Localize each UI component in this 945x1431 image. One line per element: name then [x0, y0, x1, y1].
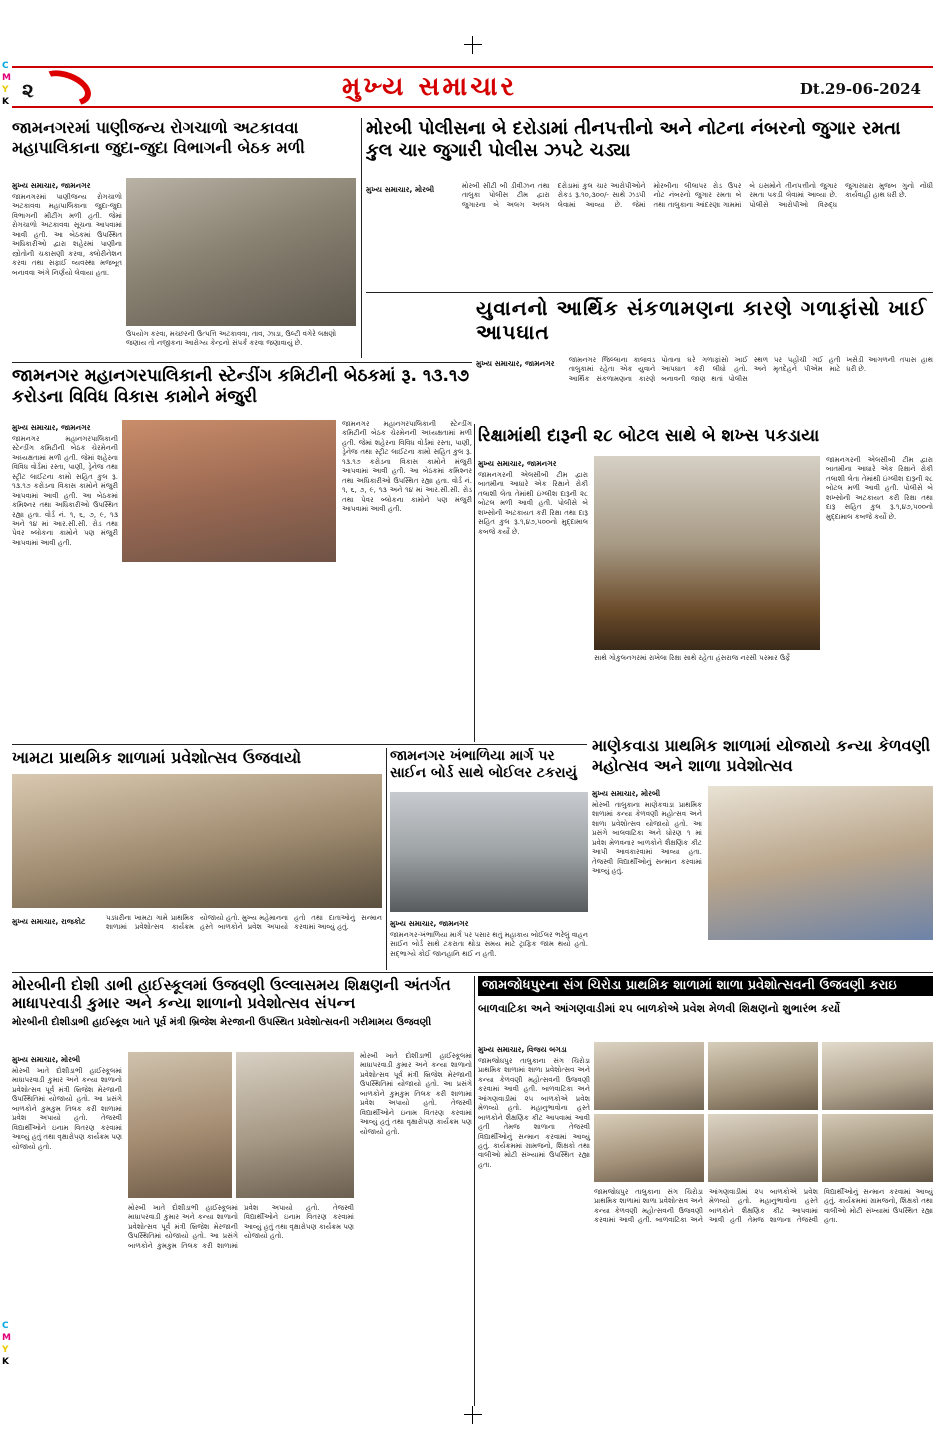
story-water-borne — [12, 118, 358, 358]
headline: જામજોધપુરના સંગ ચિરોડા પ્રાથમિક શાળામાં શાળા પ્રવેશોત્સવની ઉજવણી કરાઇ — [478, 976, 933, 996]
page-header — [12, 66, 933, 108]
story-column — [12, 914, 382, 933]
body-text: જામનગર જિલ્લાના કાલાવડ તાલુકામાં રહેતા એક યુવાને આર્થિક સંકળામણના કારણે પોતાના ઘરે ગળાફાંસો ખાઈ આપઘાત કરી લીધો હતો. બનાવની જાણ થતાં પોલીસ સ્થળ પર પહોંચી ગઈ હતી અને મૃતદેહને પીએમ માટે ખસેડી આગળની તપાસ હાથ ધરી છે. — [568, 356, 933, 383]
headline: જામનગરમાં પાણીજન્ય રોગચાળો અટકાવવા મહાપાલિકાના જુદા-જુદા વિભાગની બેઠક મળી — [12, 118, 305, 157]
photo-content — [822, 1114, 933, 1182]
headline: મોરબીની દોશી ડાભી હાઈસ્કૂલમાં ઉજવણી ઉલ્લાસમય શિક્ષણની અંતર્ગત માધાપરવાડી કુમાર અને કન્યા શાળાનો પ્રવેશોત્સવ સંપન્ન — [12, 976, 451, 1013]
jamjodhpur-photo-3 — [822, 1042, 933, 1110]
photo-content — [708, 1114, 818, 1182]
story-column — [478, 1042, 590, 1170]
photo-content — [594, 1042, 704, 1110]
masthead-title: મુખ્ય સમાચાર — [342, 72, 517, 102]
story-column-continued — [342, 420, 472, 514]
issue-date: Dt.29-06-2024 — [799, 80, 921, 98]
body-text: મોરબી તાલુકાના માણેકવાડા પ્રાથમિક શાળામાં કન્યા કેળવણી મહોત્સવ અને શાળા પ્રવેશોત્સવ યોજાયો હતો. આ પ્રસંગે બાલવાટિકા અને ધોરણ ૧ માં પ્રવેશ મેળવનાર બાળકોને શૈક્ષણિક કીટ આપી આવકારવામાં આવ્યા હતા. તેજસ્વી વિદ્યાર્થીઓનું સન્માન કરવામાં આવ્યું હતું. — [592, 801, 702, 876]
photo-content — [12, 774, 382, 908]
headline: જામનગર ખંભાળિયા માર્ગ પર સાઈન બોર્ડ સાથે બોઈલર ટકરાયું — [390, 748, 577, 782]
story-column — [12, 420, 118, 548]
story-morbi-police — [366, 118, 933, 288]
byline: મુખ્ય સમાચાર, જામનગર — [476, 359, 555, 368]
column-rule — [386, 748, 387, 970]
photo-content — [708, 786, 933, 940]
photo-caption: ઉપયોગ કરવા, મચ્છરની ઉત્પત્તિ અટકાવવા, તાવ, ઝાડા, ઉલ્ટી વગેરે લક્ષણો જણાય તો નજીકના આરોગ્ય કેન્દ્રનો સંપર્ક કરવા જણાવાયું છે. — [126, 330, 337, 348]
body-text-continued: જામનગર મહાનગરપાલિકાની સ્ટેન્ડીંગ કમિટીની બેઠક ચેરમેનની અધ્યક્ષતામાં મળી હતી. જેમાં શહેરના વિવિધ વોર્ડમાં રસ્તા, પાણી, ડ્રેનેજ તથા સ્ટ્રીટ લાઈટના કામો સહિત કુલ રૂ. ૧૩.૧૭ કરોડના વિકાસ કામોને મંજુરી આપવામાં આવી હતી. આ બેઠકમાં કમિશ્નર તથા અધિકારીઓ ઉપસ્થિત રહ્યા હતા. વોર્ડ નં. ૧, ૬, ૭, ૯, ૧૩ અને ૧૪ માં આર.સી.સી. રોડ તથા પેવર બ્લોકના કામોને પણ મંજુરી આપવામાં આવી હતી. — [342, 420, 472, 513]
story-morbi-dosi-school — [12, 976, 472, 1406]
story-rickshaw-liquor — [478, 426, 933, 734]
story-column-continued — [128, 1204, 354, 1251]
byline: મુખ્ય સમાચાર, રાજકોટ — [12, 917, 86, 926]
jamjodhpur-photo-6 — [822, 1114, 933, 1182]
dosi-school-photo-left — [128, 1052, 232, 1198]
photo-content — [594, 1114, 704, 1182]
story-manekwada-school — [592, 736, 933, 968]
photo-content — [390, 792, 588, 912]
headline: માણેકવાડા પ્રાથમિક શાળામાં યોજાયો કન્યા કેળવણી મહોત્સવ અને શાળા પ્રવેશોત્સવ — [592, 736, 931, 775]
story-column — [12, 1052, 122, 1152]
jamjodhpur-photo-2 — [708, 1042, 818, 1110]
registration-mark-bottom — [464, 1406, 482, 1424]
dosi-school-photo-right — [236, 1052, 354, 1198]
body-text: જામનગર-ખંભાળિયા માર્ગ પર પસાર થતું મહાકાય બોઈલર ભરેલું વાહન સાઈન બોર્ડ સાથે ટકરાતા થોડા સમય માટે ટ્રાફિક જામ થયો હતો. સદ્ભાગ્યે કોઈ જાનહાનિ થઈ ન હતી. — [390, 931, 588, 958]
photo-content — [128, 1052, 232, 1198]
photo-content — [122, 420, 336, 562]
section-rule — [366, 292, 933, 293]
seized-bottles-photo — [594, 456, 820, 650]
byline: મુખ્ય સમાચાર, મોરબી — [592, 789, 661, 798]
headline: મોરબી પોલીસના બે દરોડામાં તીનપત્તીનો અને નોટના નંબરનો જુગાર રમતા કુલ ચાર જુગારી પોલીસ ઝપટે ચડ્યા — [366, 118, 901, 161]
photo-content — [236, 1052, 354, 1198]
story-column — [366, 182, 933, 210]
byline: મુખ્ય સમાચાર, જામનગર — [390, 919, 469, 928]
body-text: મોરબી સીટી બી ડીવીઝન તથા તાલુકા પોલીસ ટીમ દ્વારા જુગારના બે અલગ અલગ દરોડામાં કુલ ચાર આરોપીઓને રોકડ રૂ.૧૦,૩૦૦/- સાથે ઝડપી લેવામાં આવ્યા છે. જેમાં મોરબીના લીલાપર રોડ ઉપર નોટ નંબરનો જુગાર રમતા બે તથા તાલુકાના આંદરણા ગામમાં બે ઇસમોને તીનપત્તીનો જુગાર રમતા પકડી લેવામાં આવ્યા છે. પોલીસે આરોપીઓ વિરુદ્ધ જુગારધારા મુજબ ગુનો નોંધી કાર્યવાહી હાથ ધરી છે. — [461, 182, 933, 209]
byline: મુખ્ય સમાચાર, જામનગર — [12, 423, 91, 432]
byline: મુખ્ય સમાચાર, મોરબી — [12, 1055, 81, 1064]
photo-content — [822, 1042, 933, 1110]
page-number: ૨ — [22, 78, 34, 102]
photo-content — [126, 178, 356, 326]
body-text-continued: મોરબી ખાતે દોશીડાભી હાઈસ્કૂલમાં માધાપરવાડી કુમાર અને કન્યા શાળાનો પ્રવેશોત્સવ પૂર્વ મંત્રી બ્રિજેશ મેરજાની ઉપસ્થિતિમાં યોજાયો હતો. આ પ્રસંગે બાળકોને કુમકુમ તિલક કરી શાળામાં પ્રવેશ અપાયો હતો. તેજસ્વી વિદ્યાર્થીઓને ઇનામ વિતરણ કરવામાં આવ્યું હતું તથા વૃક્ષારોપણ કાર્યક્રમ પણ યોજાયો હતો. — [128, 1204, 354, 1250]
story-column — [592, 786, 702, 877]
story-youth-suicide — [476, 296, 933, 422]
headline: જામનગર મહાનગરપાલિકાની સ્ટેન્ડીંગ કમિટીની બેઠકમાં રૂ. ૧૩.૧૭ કરોડના વિવિધ વિકાસ કામોને મંજુરી — [12, 366, 470, 407]
body-text: જામનગર મહાનગરપાલિકાની સ્ટેન્ડીંગ કમિટીની બેઠક ચેરમેનની અધ્યક્ષતામાં મળી હતી. જેમાં શહેરના વિવિધ વોર્ડમાં રસ્તા, પાણી, ડ્રેનેજ તથા સ્ટ્રીટ લાઈટના કામો સહિત કુલ રૂ. ૧૩.૧૭ કરોડના વિકાસ કામોને મંજુરી આપવામાં આવી હતી. આ બેઠકમાં કમિશ્નર તથા અધિકારીઓ ઉપસ્થિત રહ્યા હતા. વોર્ડ નં. ૧, ૬, ૭, ૯, ૧૩ અને ૧૪ માં આર.સી.સી. રોડ તથા પેવર બ્લોકના કામોને પણ મંજુરી આપવામાં આવી હતી. — [12, 435, 118, 547]
story-column-right — [360, 1052, 472, 1137]
body-text: મોરબી ખાતે દોશીડાભી હાઈસ્કૂલમાં માધાપરવાડી કુમાર અને કન્યા શાળાનો પ્રવેશોત્સવ પૂર્વ મંત્રી બ્રિજેશ મેરજાની ઉપસ્થિતિમાં યોજાયો હતો. આ પ્રસંગે બાળકોને કુમકુમ તિલક કરી શાળામાં પ્રવેશ અપાયો હતો. તેજસ્વી વિદ્યાર્થીઓને ઇનામ વિતરણ કરવામાં આવ્યું હતું તથા વૃક્ષારોપણ કાર્યક્રમ પણ યોજાયો હતો. — [12, 1067, 122, 1151]
color-registration-strip-bottom — [2, 1320, 11, 1368]
section-rule — [12, 744, 587, 745]
page-number-badge — [16, 70, 94, 106]
story-khamta-school — [12, 748, 382, 970]
jamjodhpur-photo-5 — [708, 1114, 818, 1182]
meeting-photo — [126, 178, 356, 326]
body-text: જામનગરની એલસીબી ટીમ દ્વારા બાતમીના આધારે એક રિક્ષાને રોકી તલાશી લેતા તેમાંથી ઇંગ્લીશ દારૂની ૨૮ બોટલ મળી આવી હતી. પોલીસે બે શખ્સોની અટકાયત કરી રિક્ષા તથા દારૂ સહિત કુલ રૂ.૧,૪૭,૫૦૦નો મુદ્દામાલ કબજે કર્યો છે. — [478, 471, 588, 536]
photo-content — [594, 456, 820, 650]
body-text-right: મોરબી ખાતે દોશીડાભી હાઈસ્કૂલમાં માધાપરવાડી કુમાર અને કન્યા શાળાનો પ્રવેશોત્સવ પૂર્વ મંત્રી બ્રિજેશ મેરજાની ઉપસ્થિતિમાં યોજાયો હતો. આ પ્રસંગે બાળકોને કુમકુમ તિલક કરી શાળામાં પ્રવેશ અપાયો હતો. તેજસ્વી વિદ્યાર્થીઓને ઇનામ વિતરણ કરવામાં આવ્યું હતું તથા વૃક્ષારોપણ કાર્યક્રમ પણ યોજાયો હતો. — [360, 1052, 472, 1136]
story-column-continued — [594, 1188, 933, 1226]
photo-content — [708, 1042, 818, 1110]
school-event-photo — [708, 786, 933, 940]
headline: રિક્ષામાંથી દારૂની ૨૮ બોટલ સાથે બે શખ્સ પકડાયા — [478, 426, 820, 446]
story-column — [476, 356, 933, 384]
column-rule — [474, 424, 475, 742]
headline: ખામટા પ્રાથમિક શાળામાં પ્રવેશોત્સવ ઉજવાયો — [12, 748, 302, 767]
cmyk-m: M — [2, 73, 11, 83]
cmyk-k: K — [2, 1357, 9, 1367]
subheadline: મોરબીની દોશીડાભી હાઈસ્કૂલ ખાતે પૂર્વ મંત્રી બ્રિજેશ મેરજાની ઉપસ્થિત પ્રવેશોત્સવની ગરીમામય ઉજવણી — [12, 1016, 432, 1028]
byline: મુખ્ય સમાચાર, જામનગર — [478, 459, 557, 468]
section-rule — [12, 362, 472, 363]
cmyk-y: Y — [2, 85, 9, 95]
khamta-event-photo — [12, 774, 382, 908]
cmyk-y: Y — [2, 1345, 9, 1355]
jamjodhpur-photo-1 — [594, 1042, 704, 1110]
story-column — [478, 456, 588, 537]
boiler-truck-photo — [390, 792, 588, 912]
story-khambhaliya-boiler — [390, 748, 588, 970]
body-text: જામનગરમાં પાણીજન્ય રોગચાળો અટકાવવા મહાપાલિકાના જુદા-જુદા વિભાગની મીટીંગ મળી હતી. જેમાં રોગચાળો અટકાવવા સૂચના આપવામાં આવી હતી. આ બેઠકમાં ઉપસ્થિત અધિકારીઓ દ્વારા શહેરમાં પાણીના સ્ત્રોતોની ચકાસણી કરવા, ક્લોરીનેશન કરવા તથા સફાઈ વ્યવસ્થા મજબૂત બનાવવા અંગે નિર્ણયો લેવાયા હતા. — [12, 193, 122, 277]
committee-meeting-photo — [122, 420, 336, 562]
column-rule — [474, 976, 475, 1406]
registration-mark-top — [464, 36, 482, 54]
byline: મુખ્ય સમાચાર, જામનગર — [12, 181, 91, 190]
cmyk-c: C — [2, 61, 9, 71]
jamjodhpur-photo-4 — [594, 1114, 704, 1182]
cmyk-m: M — [2, 1333, 11, 1343]
body-text-continued: જામનગરની એલસીબી ટીમ દ્વારા બાતમીના આધારે એક રિક્ષાને રોકી તલાશી લેતા તેમાંથી ઇંગ્લીશ દારૂની ૨૮ બોટલ મળી આવી હતી. પોલીસે બે શખ્સોની અટકાયત કરી રિક્ષા તથા દારૂ સહિત કુલ રૂ.૧,૪૭,૫૦૦નો મુદ્દામાલ કબજે કર્યો છે. — [826, 456, 933, 521]
story-column — [390, 916, 588, 959]
section-rule — [12, 972, 933, 973]
body-text: પડધરીના ખામટા ગામે પ્રાથમિક શાળામાં પ્રવેશોત્સવ કાર્યક્રમ યોજાયો હતો. મુખ્ય મહેમાનના હસ્તે બાળકોને પ્રવેશ અપાયો હતો તથા દાતાઓનું સન્માન કરવામાં આવ્યું હતું. — [106, 914, 382, 932]
color-registration-strip — [2, 60, 11, 108]
byline: મુખ્ય સમાચાર, મોરબી — [366, 185, 435, 194]
column-rule — [361, 118, 362, 358]
byline: મુખ્ય સમાચાર, વિજય બગડા — [478, 1045, 567, 1054]
subheadline: બાળવાટિકા અને આંગણવાડીમાં ૨૫ બાળકોએ પ્રવેશ મેળવી શિક્ષણનો શુભારંભ કર્યો — [478, 1001, 841, 1015]
story-jamjodhpur-school — [478, 976, 933, 1406]
story-column — [12, 178, 122, 278]
story-standing-committee — [12, 366, 472, 742]
photo-caption: સાથે ગોકુલનગરમાં રાખેલા રિક્ષા સાથે રહેતા હંસરાજ નરસી પરમાર ઉર્ફે — [594, 654, 791, 662]
body-text-continued: જામજોધપુર તાલુકાના સંગ ચિરોડા પ્રાથમિક શાળામાં શાળા પ્રવેશોત્સવ અને કન્યા કેળવણી મહોત્સવની ઉજવણી કરવામાં આવી હતી. બાળવાટિકા અને આંગણવાડીમાં ૨૫ બાળકોએ પ્રવેશ મેળવ્યો હતો. મહાનુભાવોના હસ્તે બાળકોને શૈક્ષણિક કીટ આપવામાં આવી હતી તેમજ શાળાના તેજસ્વી વિદ્યાર્થીઓનું સન્માન કરવામાં આવ્યું હતું. કાર્યક્રમમાં ગ્રામજનો, શિક્ષકો તથા વાલીઓ મોટી સંખ્યામાં ઉપસ્થિત રહ્યા હતા. — [594, 1188, 933, 1225]
story-column-continued — [826, 456, 933, 522]
cmyk-c: C — [2, 1321, 9, 1331]
body-text: જામજોધપુર તાલુકાના સંગ ચિરોડા પ્રાથમિક શાળામાં શાળા પ્રવેશોત્સવ અને કન્યા કેળવણી મહોત્સવની ઉજવણી કરવામાં આવી હતી. બાળવાટિકા અને આંગણવાડીમાં ૨૫ બાળકોએ પ્રવેશ મેળવ્યો હતો. મહાનુભાવોના હસ્તે બાળકોને શૈક્ષણિક કીટ આપવામાં આવી હતી તેમજ શાળાના તેજસ્વી વિદ્યાર્થીઓનું સન્માન કરવામાં આવ્યું હતું. કાર્યક્રમમાં ગ્રામજનો, શિક્ષકો તથા વાલીઓ મોટી સંખ્યામાં ઉપસ્થિત રહ્યા હતા. — [478, 1057, 590, 1169]
cmyk-k: K — [2, 97, 9, 107]
swoosh-logo-icon — [34, 64, 96, 113]
headline: યુવાનનો આર્થિક સંકળામણના કારણે ગળાફાંસો ખાઈ આપઘાત — [476, 296, 928, 345]
